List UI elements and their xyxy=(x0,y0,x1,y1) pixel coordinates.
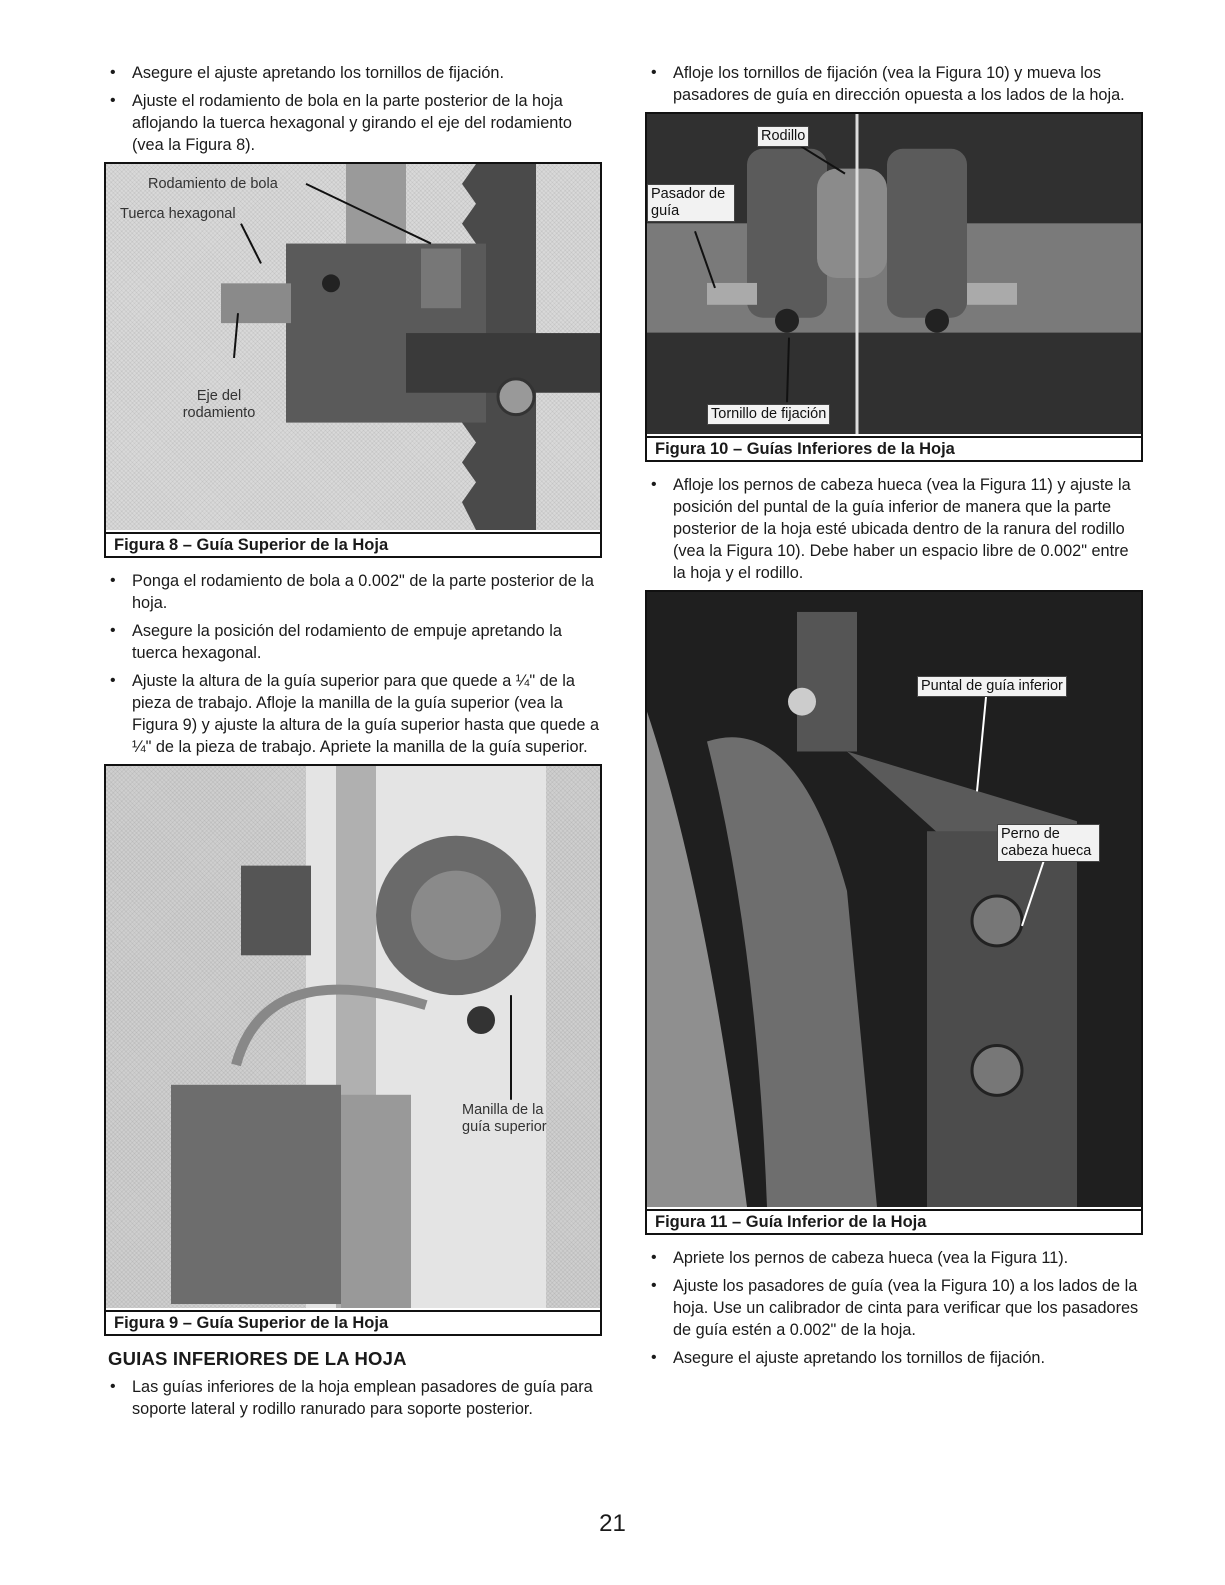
callout-roller: Rodillo xyxy=(757,126,809,147)
list-item: • Ponga el rodamiento de bola a 0.002" de la parte posterior de la hoja. xyxy=(104,570,602,614)
left-column xyxy=(104,62,602,1426)
callout-hex-nut: Tuerca hexagonal xyxy=(120,206,236,222)
callout-guide-pin: Pasador de guía xyxy=(647,184,735,222)
bullet-list-middle-left xyxy=(104,570,602,758)
figure-10-photo xyxy=(647,114,1141,434)
bullet-list-bottom-left xyxy=(104,1376,602,1420)
upper-guide-knob-illustration xyxy=(106,766,600,1308)
list-item: • Afloje los pernos de cabeza hueca (vea la Figura 11) y ajuste la posición del puntal de la guía inferior de manera que la parte posterior de la hoja esté ubicada dentro de la ranura del rodillo (vea la Figura 10). Debe haber un espacio libre de 0.002" entre la hoja y el rodillo. xyxy=(645,474,1143,584)
list-item: • Asegure el ajuste apretando los tornillos de fijación. xyxy=(104,62,602,84)
figure-11 xyxy=(645,590,1143,1235)
figure-11-photo xyxy=(647,592,1141,1207)
lower-guide-illustration xyxy=(647,114,1141,434)
right-column xyxy=(645,62,1143,1375)
figure-9-caption: Figura 9 – Guía Superior de la Hoja xyxy=(106,1310,600,1334)
figure-10-caption: Figura 10 – Guías Inferiores de la Hoja xyxy=(647,436,1141,460)
list-item: • Apriete los pernos de cabeza hueca (vea la Figura 11). xyxy=(645,1247,1143,1269)
bullet-list-middle-right xyxy=(645,474,1143,584)
list-item: • Las guías inferiores de la hoja emplean pasadores de guía para soporte lateral y rodillo ranurado para soporte posterior. xyxy=(104,1376,602,1420)
list-item: • Ajuste los pasadores de guía (vea la Figura 10) a los lados de la hoja. Use un calibrador de cinta para verificar que los pasadores de guía estén a 0.002" de la hoja. xyxy=(645,1275,1143,1341)
figure-9 xyxy=(104,764,602,1336)
callout-ball-bearing: Rodamiento de bola xyxy=(148,176,278,192)
bullet-list-top-left xyxy=(104,62,602,156)
section-heading: GUIAS INFERIORES DE LA HOJA xyxy=(108,1348,407,1369)
bullet-list-bottom-right xyxy=(645,1247,1143,1369)
figure-8-caption: Figura 8 – Guía Superior de la Hoja xyxy=(106,532,600,556)
list-item: • Ajuste el rodamiento de bola en la parte posterior de la hoja aflojando la tuerca hexagonal y girando el eje del rodamiento (vea la Figura 8). xyxy=(104,90,602,156)
callout-bearing-shaft: Eje del rodamiento xyxy=(182,388,256,421)
figure-10 xyxy=(645,112,1143,462)
figure-9-photo xyxy=(106,766,600,1308)
lower-guide-strut-illustration xyxy=(647,592,1141,1207)
figure-8 xyxy=(104,162,602,558)
callout-lower-guide-strut: Puntal de guía inferior xyxy=(917,676,1067,697)
page-number: 21 xyxy=(599,1510,626,1537)
figure-11-caption: Figura 11 – Guía Inferior de la Hoja xyxy=(647,1209,1141,1233)
list-item: • Asegure la posición del rodamiento de empuje apretando la tuerca hexagonal. xyxy=(104,620,602,664)
figure-8-photo xyxy=(106,164,600,530)
list-item: • Ajuste la altura de la guía superior para que quede a ¼" de la pieza de trabajo. Afloje la manilla de la guía superior (vea la Figura 9) y ajuste la altura de la guía superior hasta que quede a ¼" de la pieza de trabajo. Apriete la manilla de la guía superior. xyxy=(104,670,602,758)
list-item: • Asegure el ajuste apretando los tornillos de fijación. xyxy=(645,1347,1143,1369)
callout-upper-guide-knob: Manilla de la guía superior xyxy=(462,1102,547,1135)
list-item: • Afloje los tornillos de fijación (vea la Figura 10) y mueva los pasadores de guía en dirección opuesta a los lados de la hoja. xyxy=(645,62,1143,106)
callout-set-screw: Tornillo de fijación xyxy=(707,404,830,425)
bullet-list-top-right xyxy=(645,62,1143,106)
callout-socket-head-bolt: Perno de cabeza hueca xyxy=(997,824,1100,862)
